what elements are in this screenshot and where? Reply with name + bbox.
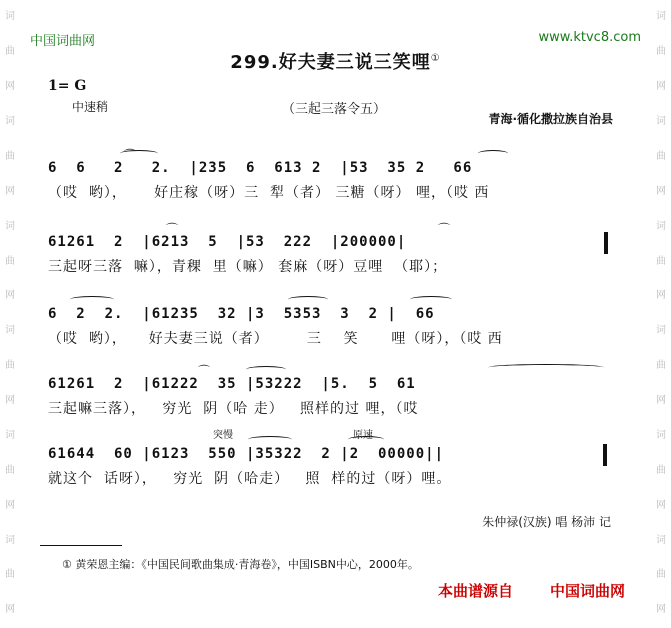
song-form: （三起三落令五） (282, 102, 387, 117)
watermark-char: 曲 (656, 46, 666, 58)
watermark-char: 曲 (5, 360, 15, 372)
site-url-link[interactable]: www.ktvc8.com (538, 30, 641, 45)
staff-line-4 (48, 364, 608, 422)
staff-line-1 (48, 148, 608, 206)
staff-2-lyrics: 三起呀三落 嘛），青稞 里（嘛） 套麻（呀）豆哩 （耶）； (48, 259, 448, 275)
final-bar (603, 444, 607, 466)
watermark-char: 曲 (656, 150, 666, 162)
staff-line-2 (48, 222, 608, 280)
footnote-divider (40, 545, 122, 546)
staff-1-notes: 6 6 2 2. |235 6 613 2 |53 35 2 66 (48, 160, 473, 176)
watermark-char: 词 (656, 220, 666, 232)
slur (288, 296, 328, 303)
key-signature: 1= G (48, 78, 87, 94)
slur (478, 150, 508, 157)
watermark-char: 网 (5, 499, 15, 511)
staff-4-lyrics: 三起嘛三落）， 穷光 阴（哈 走） 照样的过 哩，（哎 (48, 401, 419, 417)
marking-slow: 突慢 (213, 430, 233, 441)
staff-3-notes: 6 2 2. |61235 32 |3 5353 3 2 | 66 (48, 306, 435, 322)
staff-line-3 (48, 294, 608, 352)
slur (70, 296, 114, 303)
marking-resume: 原速 (353, 430, 373, 441)
source-site-link[interactable]: 中国词曲网 (550, 582, 626, 600)
watermark-char: 网 (5, 395, 15, 407)
watermark-char: 词 (5, 429, 15, 441)
end-bar (604, 232, 608, 254)
song-title-text: 299.好夫妻三说三笑哩 (230, 52, 431, 73)
slur (246, 366, 286, 373)
watermark-char: 网 (5, 81, 15, 93)
staff-1-lyrics: （哎 哟）， 好庄稼（呀）三 犁（者） 三糖（呀） 哩，（哎 西 (48, 185, 490, 201)
fermata-icon: ⌒ (198, 364, 211, 378)
watermark-char: 词 (5, 220, 15, 232)
footnote-marker: ① (430, 53, 441, 64)
watermark-char: 词 (5, 325, 15, 337)
watermark-char: 词 (656, 325, 666, 337)
staff-2-notes: 61261 2 |6213 5 |53 222 |200000| (48, 234, 407, 250)
watermark-char: 词 (5, 11, 15, 23)
watermark-char: 词 (5, 534, 15, 546)
watermark-char: 网 (5, 290, 15, 302)
watermark-char: 曲 (656, 464, 666, 476)
slur (248, 436, 292, 443)
watermark-char: 词 (656, 429, 666, 441)
watermark-left (2, 0, 18, 628)
staff-5-lyrics: 就这个 话呀）， 穷光 阴（哈走） 照 样的过（呀）哩。 (48, 471, 452, 487)
watermark-char: 曲 (5, 150, 15, 162)
slur (410, 296, 452, 303)
tempo-marking: 中速稍 (72, 100, 109, 114)
watermark-char: 词 (656, 116, 666, 128)
watermark-char: 网 (656, 395, 666, 407)
watermark-char: 词 (656, 534, 666, 546)
watermark-char: 曲 (656, 569, 666, 581)
watermark-char: 曲 (656, 255, 666, 267)
fermata-icon: ⌒ (438, 222, 451, 236)
site-name-link[interactable]: 中国词曲网 (30, 34, 96, 49)
fermata-icon: ⌒ (124, 148, 137, 162)
watermark-char: 网 (656, 81, 666, 93)
watermark-char: 网 (656, 290, 666, 302)
staff-line-5 (48, 430, 608, 492)
watermark-char: 网 (5, 604, 15, 616)
watermark-char: 网 (656, 499, 666, 511)
watermark-char: 词 (5, 116, 15, 128)
watermark-right (653, 0, 669, 628)
staff-4-notes: 61261 2 |61222 35 |53222 |5. 5 61 (48, 376, 416, 392)
slur (348, 436, 384, 443)
footnote: ① 黄荣恩主编：《中国民间歌曲集成·青海卷》，中国ISBN中心，2000年。 (62, 558, 419, 571)
watermark-char: 网 (656, 185, 666, 197)
performer-credit: 朱仲禄(汉族) 唱 杨沛 记 (482, 515, 611, 529)
fermata-icon: ⌒ (166, 222, 179, 236)
watermark-char: 曲 (5, 46, 15, 58)
staff-5-notes: 61644 60 |6123 550 |35322 2 |2 00000|| (48, 446, 445, 462)
watermark-char: 曲 (656, 360, 666, 372)
song-title (0, 48, 671, 74)
watermark-char: 网 (5, 185, 15, 197)
staff-3-lyrics: （哎 哟）， 好夫妻三说（者） 三 笑 哩（呀），（哎 西 (48, 331, 503, 347)
watermark-char: 曲 (5, 569, 15, 581)
watermark-char: 曲 (5, 464, 15, 476)
watermark-char: 曲 (5, 255, 15, 267)
source-label: 本曲谱源自 (438, 582, 514, 600)
song-origin: 青海·循化撒拉族自治县 (488, 112, 613, 126)
watermark-char: 词 (656, 11, 666, 23)
slur (488, 364, 604, 371)
watermark-char: 网 (656, 604, 666, 616)
